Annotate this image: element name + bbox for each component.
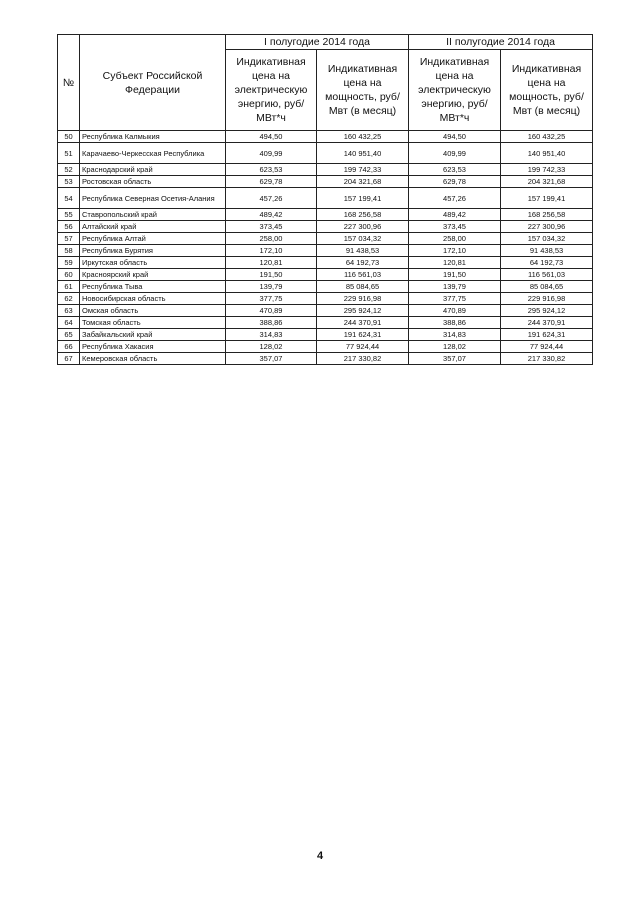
row-energy-price-h1: 470,89 [226,305,317,317]
table-row [58,317,593,329]
row-capacity-price-h2: 140 951,40 [501,143,593,164]
row-capacity-price-h2: 217 330,82 [501,353,593,365]
table-row [58,329,593,341]
row-number: 59 [58,257,80,269]
row-energy-price-h1: 623,53 [226,164,317,176]
row-capacity-price-h2: 160 432,25 [501,131,593,143]
table-row [58,143,593,164]
row-number: 54 [58,188,80,209]
row-subject-name: Республика Хакасия [80,341,226,353]
row-capacity-price-h1: 191 624,31 [317,329,409,341]
row-energy-price-h2: 489,42 [409,209,501,221]
header-energy-price-1: Индикативная цена на электрическую энергию, руб/МВт*ч [226,50,317,131]
table-row [58,257,593,269]
row-number: 50 [58,131,80,143]
price-table-container [57,34,592,365]
row-energy-price-h1: 629,78 [226,176,317,188]
row-capacity-price-h1: 229 916,98 [317,293,409,305]
row-capacity-price-h1: 217 330,82 [317,353,409,365]
row-number: 65 [58,329,80,341]
row-capacity-price-h2: 244 370,91 [501,317,593,329]
table-row [58,281,593,293]
row-capacity-price-h2: 77 924,44 [501,341,593,353]
header-period-1: I полугодие 2014 года [226,35,409,50]
row-subject-name: Алтайский край [80,221,226,233]
row-number: 62 [58,293,80,305]
row-subject-name: Новосибирская область [80,293,226,305]
row-energy-price-h2: 314,83 [409,329,501,341]
row-capacity-price-h1: 85 084,65 [317,281,409,293]
row-energy-price-h1: 357,07 [226,353,317,365]
row-capacity-price-h1: 160 432,25 [317,131,409,143]
row-energy-price-h2: 120,81 [409,257,501,269]
row-capacity-price-h2: 168 256,58 [501,209,593,221]
row-subject-name: Забайкальский край [80,329,226,341]
row-capacity-price-h1: 227 300,96 [317,221,409,233]
table-row [58,188,593,209]
header-number: № [58,35,80,131]
row-energy-price-h2: 409,99 [409,143,501,164]
row-number: 67 [58,353,80,365]
row-capacity-price-h1: 204 321,68 [317,176,409,188]
table-row [58,164,593,176]
row-capacity-price-h1: 157 199,41 [317,188,409,209]
row-energy-price-h2: 172,10 [409,245,501,257]
row-energy-price-h2: 457,26 [409,188,501,209]
row-capacity-price-h1: 64 192,73 [317,257,409,269]
row-subject-name: Карачаево-Черкесская Республика [80,143,226,164]
row-energy-price-h2: 494,50 [409,131,501,143]
row-number: 51 [58,143,80,164]
row-number: 66 [58,341,80,353]
row-number: 61 [58,281,80,293]
row-energy-price-h1: 494,50 [226,131,317,143]
row-number: 57 [58,233,80,245]
header-energy-price-2: Индикативная цена на электрическую энергию, руб/МВт*ч [409,50,501,131]
row-energy-price-h1: 314,83 [226,329,317,341]
row-subject-name: Иркутская область [80,257,226,269]
row-capacity-price-h1: 157 034,32 [317,233,409,245]
row-energy-price-h1: 373,45 [226,221,317,233]
row-capacity-price-h2: 85 084,65 [501,281,593,293]
row-subject-name: Республика Бурятия [80,245,226,257]
row-energy-price-h1: 388,86 [226,317,317,329]
table-row [58,305,593,317]
row-energy-price-h1: 120,81 [226,257,317,269]
row-capacity-price-h1: 168 256,58 [317,209,409,221]
row-energy-price-h2: 623,53 [409,164,501,176]
row-energy-price-h2: 357,07 [409,353,501,365]
row-capacity-price-h2: 91 438,53 [501,245,593,257]
row-number: 55 [58,209,80,221]
page-number: 4 [316,850,324,862]
row-energy-price-h1: 258,00 [226,233,317,245]
row-energy-price-h2: 139,79 [409,281,501,293]
row-capacity-price-h2: 157 199,41 [501,188,593,209]
row-capacity-price-h1: 199 742,33 [317,164,409,176]
row-energy-price-h1: 191,50 [226,269,317,281]
row-capacity-price-h1: 77 924,44 [317,341,409,353]
row-subject-name: Красноярский край [80,269,226,281]
table-row [58,269,593,281]
table-row [58,293,593,305]
row-capacity-price-h1: 91 438,53 [317,245,409,257]
table-body [58,131,593,365]
row-subject-name: Краснодарский край [80,164,226,176]
row-subject-name: Омская область [80,305,226,317]
row-capacity-price-h2: 116 561,03 [501,269,593,281]
row-capacity-price-h2: 295 924,12 [501,305,593,317]
row-energy-price-h1: 489,42 [226,209,317,221]
row-capacity-price-h2: 64 192,73 [501,257,593,269]
row-subject-name: Республика Тыва [80,281,226,293]
row-subject-name: Республика Северная Осетия-Алания [80,188,226,209]
row-capacity-price-h1: 116 561,03 [317,269,409,281]
row-capacity-price-h1: 295 924,12 [317,305,409,317]
table-row [58,176,593,188]
table-row [58,233,593,245]
row-energy-price-h1: 172,10 [226,245,317,257]
row-number: 60 [58,269,80,281]
row-capacity-price-h2: 227 300,96 [501,221,593,233]
row-number: 53 [58,176,80,188]
row-energy-price-h2: 191,50 [409,269,501,281]
table-row [58,221,593,233]
row-energy-price-h2: 629,78 [409,176,501,188]
row-energy-price-h2: 373,45 [409,221,501,233]
row-energy-price-h2: 470,89 [409,305,501,317]
row-number: 63 [58,305,80,317]
row-energy-price-h1: 377,75 [226,293,317,305]
row-capacity-price-h2: 157 034,32 [501,233,593,245]
row-energy-price-h1: 128,02 [226,341,317,353]
price-table [57,34,593,365]
row-subject-name: Республика Алтай [80,233,226,245]
row-capacity-price-h2: 204 321,68 [501,176,593,188]
row-energy-price-h1: 139,79 [226,281,317,293]
row-subject-name: Кемеровская область [80,353,226,365]
row-number: 52 [58,164,80,176]
row-number: 58 [58,245,80,257]
table-row [58,353,593,365]
row-subject-name: Ставропольский край [80,209,226,221]
row-subject-name: Ростовская область [80,176,226,188]
header-capacity-price-1: Индикативная цена на мощность, руб/Мвт (в месяц) [317,50,409,131]
row-capacity-price-h2: 191 624,31 [501,329,593,341]
row-capacity-price-h2: 229 916,98 [501,293,593,305]
table-row [58,209,593,221]
row-number: 64 [58,317,80,329]
row-capacity-price-h1: 140 951,40 [317,143,409,164]
row-number: 56 [58,221,80,233]
header-capacity-price-2: Индикативная цена на мощность, руб/Мвт (в месяц) [501,50,593,131]
row-energy-price-h1: 409,99 [226,143,317,164]
table-row [58,131,593,143]
row-energy-price-h2: 258,00 [409,233,501,245]
header-period-2: II полугодие 2014 года [409,35,593,50]
row-subject-name: Томская область [80,317,226,329]
row-capacity-price-h1: 244 370,91 [317,317,409,329]
row-energy-price-h1: 457,26 [226,188,317,209]
table-row [58,245,593,257]
row-energy-price-h2: 377,75 [409,293,501,305]
row-capacity-price-h2: 199 742,33 [501,164,593,176]
row-energy-price-h2: 128,02 [409,341,501,353]
row-energy-price-h2: 388,86 [409,317,501,329]
header-subject: Субъект Российской Федерации [80,35,226,131]
row-subject-name: Республика Калмыкия [80,131,226,143]
table-row [58,341,593,353]
